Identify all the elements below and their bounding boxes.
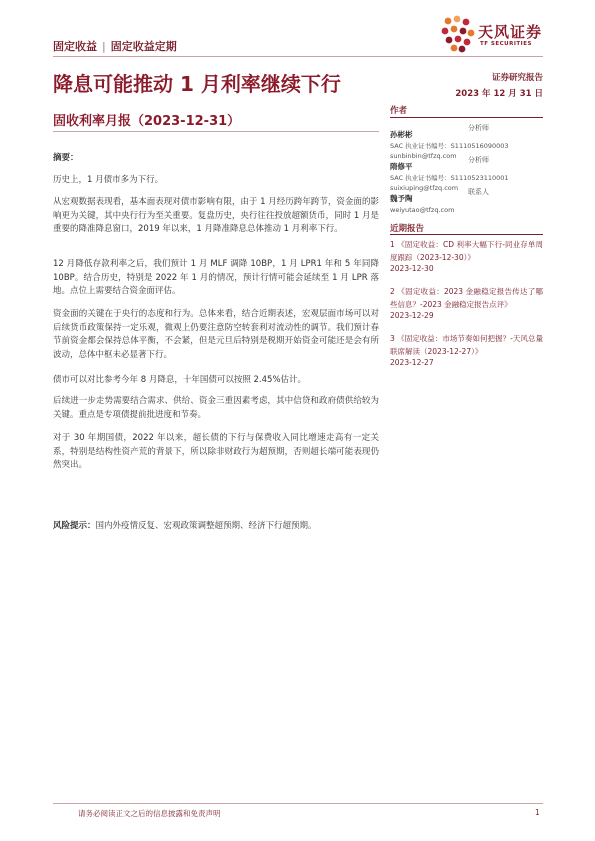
recent-report-2[interactable] [390,285,543,320]
authors-divider [390,117,543,118]
logo-text-en: TF SECURITIES [480,41,532,47]
paragraph-2: 从宏观数据表现看，基本面表现对债市影响有限，由于 1 月经历跨年跨节，资金面的影响更为关键，其中央行行为至关重要。复盘历史，央行往往投放超额货币，同时 1 月是重要的降准降息窗口，2019 年以来，1 月降准降息总体推动 1 月利率下行。 [53,197,379,235]
category-periodic: 固定收益定期 [110,40,177,53]
risk-text: 国内外疫情反复、宏观政策调整超预期、经济下行超预期。 [95,521,317,531]
header-divider [53,56,543,57]
recent-reports-heading: 近期报告 [390,224,425,234]
logo-text-cn: 天风证券 [478,23,543,41]
analyst-name: 孙彬彬 [390,130,413,139]
risk-label: 风险提示： [53,521,96,531]
subtitle-divider [53,131,379,132]
analyst-name: 魏予陶 [390,194,413,203]
header-category [53,38,177,54]
authors-heading: 作者 [390,106,408,116]
recent-report-title[interactable]: 3 《固定收益：市场节奏如何把握？-天风总量联席解读（2023-12-27）》 [390,334,543,356]
analyst-license: SAC 执业证书编号：S1110523110001 [390,174,509,182]
recent-reports-divider [390,234,543,235]
recent-report-title[interactable]: 1 《固定收益：CD 利率大幅下行-同业存单周度跟踪（2023-12-30）》 [390,240,543,262]
analyst-role: 分析师 [468,156,489,164]
analyst-role: 联系人 [468,188,489,196]
analyst-email[interactable]: suixiuping@tfzq.com [390,184,459,192]
tf-securities-logo-icon [440,15,476,53]
risk-warning [53,520,379,534]
category-separator: | [102,40,106,53]
footer-divider [53,803,543,804]
page-number: 1 [535,808,540,817]
recent-report-date: 2023-12-27 [390,358,434,367]
recent-report-3[interactable] [390,332,543,367]
category-fixed-income: 固定收益 [53,40,97,53]
paragraph-4: 资金面的关键在于央行的态度和行为。总体来看，结合近期表述，宏观层面市场可以对后续货币政策保持一定乐观，微观上仍要注意防空转套利对流动性的调节。我们预计春节前资金都会保持总体平衡，不会紧，但是元旦后特别是税期开始资金可能还是会有所波动，总体中枢未必显著下行。 [53,309,379,360]
paragraph-7: 对于 30 年期国债，2022 年以来，超长债的下行与保费收入同比增速走高有一定关系，特别是结构性资产荒的背景下，所以除非财政行为超预期，否则超长端可能表现仍然突出。 [53,433,379,471]
abstract-label: 摘要： [53,153,79,163]
recent-report-date: 2023-12-30 [390,264,434,273]
analyst-email[interactable]: weiyutao@tfzq.com [390,206,455,214]
paragraph-6: 后续进一步走势需要结合需求、供给、资金三重因素考虑，其中信贷和政府债供给较为关键。重点是专项债提前批进度和节奏。 [53,396,379,420]
report-subtitle: 固收利率月报（2023-12-31） [53,114,241,129]
report-date: 2023 年 12 月 31 日 [455,89,543,99]
analyst-block-3 [390,186,543,215]
analyst-license: SAC 执业证书编号：S1110516090003 [390,142,509,150]
footer-disclaimer: 请务必阅读正文之后的信息披露和免责声明 [78,809,221,818]
paragraph-1: 历史上，1 月债市多为下行。 [53,175,164,185]
report-title: 降息可能推动 1 月利率继续下行 [53,72,341,96]
recent-report-1[interactable] [390,238,543,273]
analyst-role: 分析师 [468,124,489,132]
analyst-name: 隋修平 [390,162,413,171]
analyst-email[interactable]: sunbinbin@tfzq.com [390,152,457,160]
recent-report-date: 2023-12-29 [390,311,434,320]
report-type: 证券研究报告 [491,73,543,83]
recent-report-title[interactable]: 2 《固定收益：2023 金融稳定报告传达了哪些信息？-2023 金融稳定报告点评》 [390,287,543,309]
company-logo [440,15,550,53]
paragraph-3: 12 月降低存款利率之后，我们预计 1 月 MLF 调降 10BP，1 月 LPR1 年和 5 年同降 10BP。结合历史，特别是 2022 年 1 月的情况，预计行情可能会延续至 1 月 LPR 落地。点位上需要结合资金面评估。 [53,259,379,297]
paragraph-5: 债市可以对比参考今年 8 月降息，十年国债可以按照 2.45%估计。 [53,375,307,385]
